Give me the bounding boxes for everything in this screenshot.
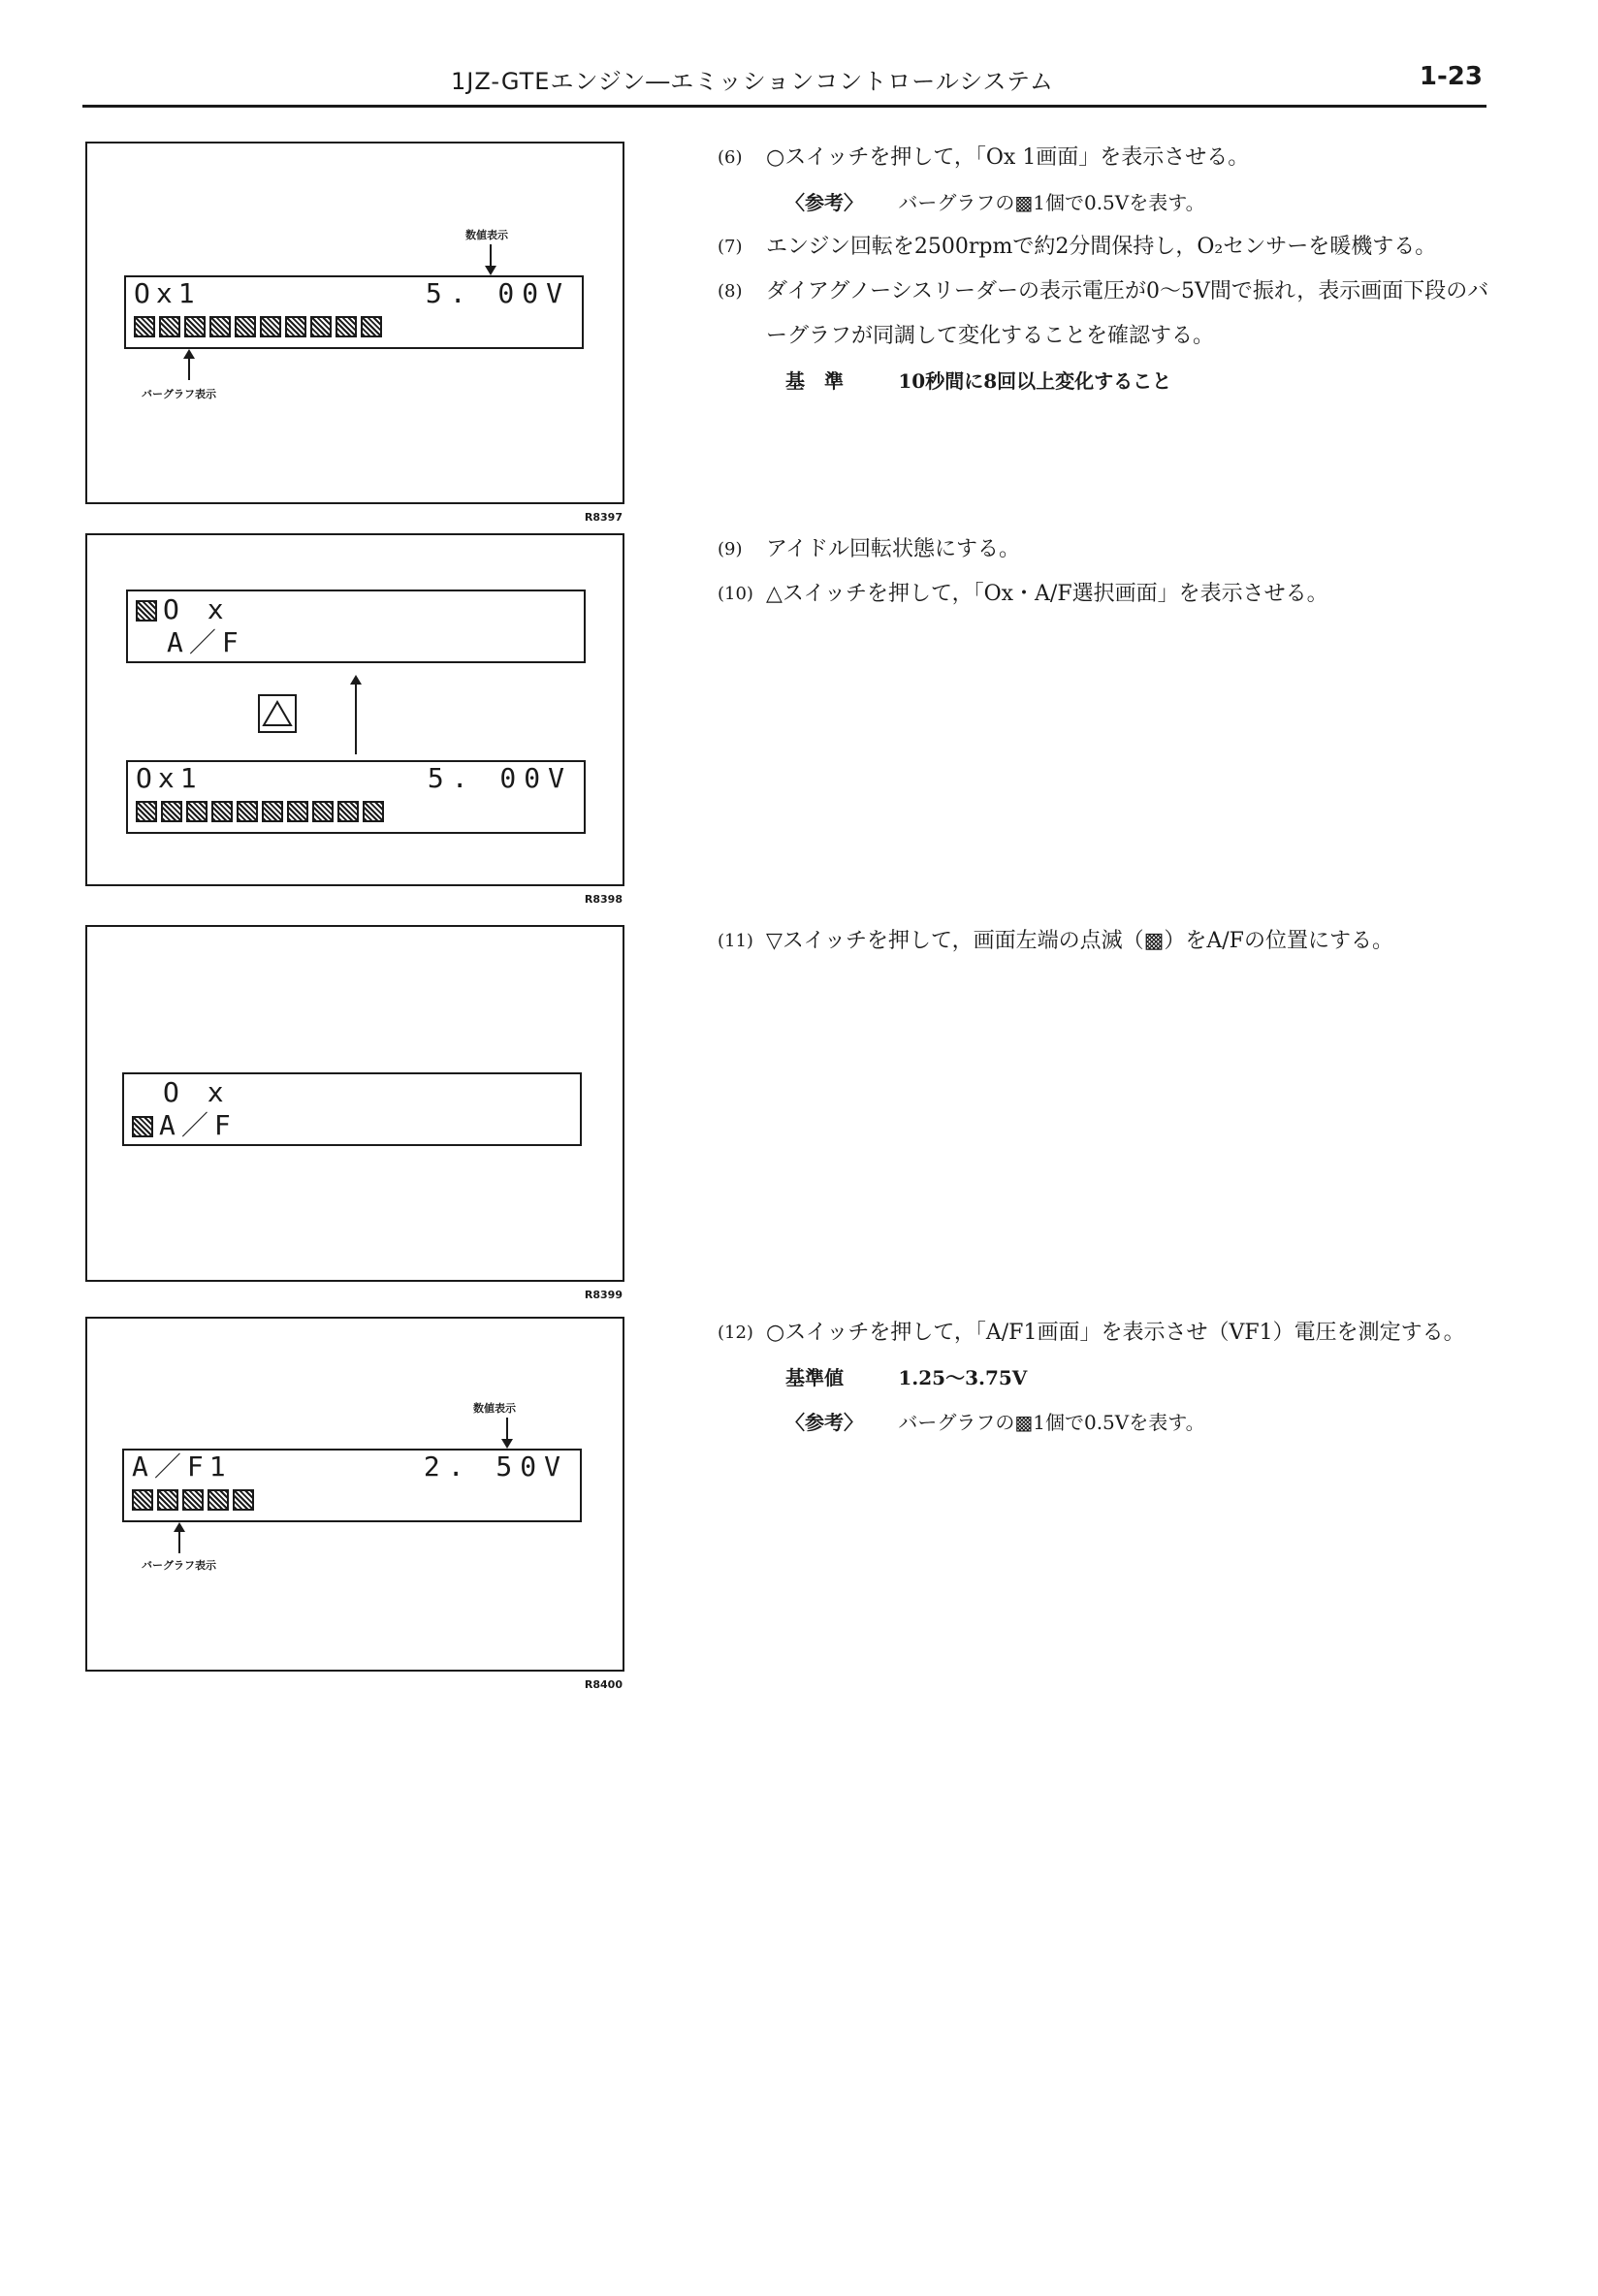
- bar-block-icon: [260, 316, 281, 337]
- figure-selection-transition: [85, 533, 624, 906]
- bar-block-icon: [262, 801, 283, 822]
- figure-id: R8400: [584, 1678, 623, 1691]
- bar-block-icon: [159, 316, 180, 337]
- figure-ox1-screen: [85, 142, 624, 524]
- arrow-up-icon: [178, 1524, 180, 1553]
- standard-text: 10秒間に8回以上変化すること: [898, 369, 1172, 393]
- bar-graph: [132, 1489, 254, 1515]
- lcd-voltage: 5. 00V: [427, 762, 572, 794]
- bar-graph-callout: バーグラフ表示: [142, 1559, 216, 1572]
- lcd-display: [124, 275, 584, 349]
- arrow-down-icon: [506, 1418, 508, 1447]
- step-10: [718, 572, 1493, 617]
- blink-cursor-icon: [136, 600, 157, 622]
- page-header: [82, 60, 1486, 108]
- note-text: バーグラフの▩1個で0.5Vを表す。: [898, 191, 1205, 214]
- figure-id: R8399: [584, 1289, 623, 1301]
- bar-block-icon: [182, 1489, 204, 1511]
- bar-block-icon: [287, 801, 308, 822]
- standard-text: 1.25～3.75V: [898, 1366, 1028, 1389]
- numeric-display-callout: 数値表示: [473, 1402, 516, 1415]
- step-6: [718, 136, 1493, 180]
- bar-block-icon: [237, 801, 258, 822]
- lcd-voltage: 2. 50V: [423, 1451, 568, 1483]
- step-12-standard: [718, 1355, 1493, 1400]
- bar-block-icon: [285, 316, 306, 337]
- steps-9-10: [718, 527, 1493, 617]
- page-number: 1-23: [1419, 62, 1483, 91]
- bar-block-icon: [312, 801, 334, 822]
- step-number: (10): [718, 584, 753, 604]
- lcd-voltage: 5. 00V: [425, 277, 570, 309]
- step-11-block: [718, 919, 1493, 964]
- bar-block-icon: [361, 316, 382, 337]
- bar-block-icon: [161, 801, 182, 822]
- bar-block-icon: [233, 1489, 254, 1511]
- step-text: △スイッチを押して，「Ox・A/F選択画面」を表示させる。: [766, 582, 1328, 606]
- lcd-label: A／F1: [132, 1451, 232, 1483]
- bar-block-icon: [208, 1489, 229, 1511]
- standard-label: 基 準: [785, 369, 844, 393]
- step-12: [718, 1311, 1493, 1355]
- step-number: (9): [718, 539, 743, 559]
- bar-graph: [136, 801, 384, 826]
- arrow-up-icon: [355, 677, 357, 754]
- note-label: 〈参考〉: [785, 1411, 863, 1434]
- bar-block-icon: [184, 316, 206, 337]
- menu-ox: O x: [136, 593, 230, 626]
- step-text: エンジン回転を2500rpmで約2分間保持し，O₂センサーを暖機する。: [766, 235, 1437, 259]
- steps-6-8: [718, 136, 1493, 403]
- numeric-display-callout: 数値表示: [465, 229, 508, 241]
- step-text: ▽スイッチを押して，画面左端の点滅（▩）をA/Fの位置にする。: [766, 929, 1393, 953]
- lcd-menu: [126, 590, 586, 663]
- step-8-standard: [718, 359, 1493, 403]
- lcd-label: Ox1: [134, 277, 201, 309]
- lcd-display: [122, 1449, 582, 1522]
- page-title: 1JZ-GTEエンジン―エミッションコントロールシステム: [451, 68, 1054, 95]
- step-text: ダイアグノーシスリーダーの表示電圧が0～5V間で振れ，表示画面下段のバーグラフが同調して変化することを確認する。: [766, 279, 1489, 348]
- up-switch-icon: [258, 694, 297, 733]
- step-12-note: [718, 1400, 1493, 1445]
- step-number: (11): [718, 931, 753, 951]
- step-12-block: [718, 1311, 1493, 1445]
- lcd-display: [126, 760, 586, 834]
- note-text: バーグラフの▩1個で0.5Vを表す。: [898, 1411, 1205, 1434]
- bar-block-icon: [211, 801, 233, 822]
- step-number: (7): [718, 237, 743, 257]
- bar-block-icon: [235, 316, 256, 337]
- step-6-note: [718, 180, 1493, 225]
- menu-af: A／F: [167, 626, 244, 658]
- bar-block-icon: [136, 801, 157, 822]
- arrow-down-icon: [490, 244, 492, 273]
- bar-block-icon: [336, 316, 357, 337]
- step-7: [718, 225, 1493, 270]
- step-9: [718, 527, 1493, 572]
- bar-block-icon: [209, 316, 231, 337]
- arrow-up-icon: [188, 351, 190, 380]
- bar-block-icon: [134, 316, 155, 337]
- step-8: [718, 270, 1493, 359]
- step-text: アイドル回転状態にする。: [766, 537, 1021, 561]
- step-number: (8): [718, 281, 743, 302]
- figure-af-select: [85, 925, 624, 1301]
- figure-af1-screen: [85, 1317, 624, 1691]
- bar-graph: [134, 316, 382, 341]
- bar-graph-callout: バーグラフ表示: [142, 388, 216, 400]
- step-11: [718, 919, 1493, 964]
- bar-block-icon: [186, 801, 208, 822]
- bar-block-icon: [310, 316, 332, 337]
- standard-label: 基準値: [785, 1366, 844, 1389]
- note-label: 〈参考〉: [785, 191, 863, 214]
- lcd-menu: [122, 1072, 582, 1146]
- figure-id: R8397: [584, 511, 623, 524]
- menu-af: A／F: [132, 1109, 237, 1142]
- bar-block-icon: [157, 1489, 178, 1511]
- step-number: (6): [718, 147, 743, 168]
- menu-ox: O x: [163, 1076, 230, 1108]
- figure-id: R8398: [584, 893, 623, 906]
- bar-block-icon: [337, 801, 359, 822]
- blink-cursor-icon: [132, 1116, 153, 1137]
- bar-block-icon: [132, 1489, 153, 1511]
- bar-block-icon: [363, 801, 384, 822]
- lcd-label: Ox1: [136, 762, 203, 794]
- step-text: ○スイッチを押して，「Ox 1画面」を表示させる。: [766, 145, 1250, 170]
- step-number: (12): [718, 1323, 753, 1343]
- step-text: ○スイッチを押して，「A/F1画面」を表示させ（VF1）電圧を測定する。: [766, 1321, 1465, 1345]
